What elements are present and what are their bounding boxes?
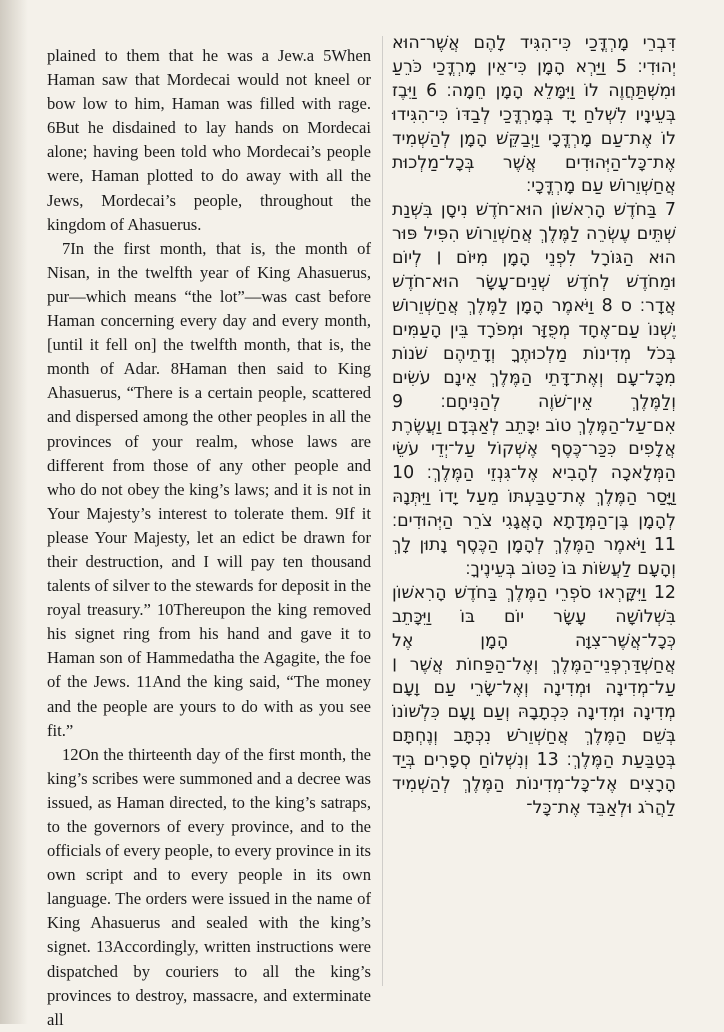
- english-paragraph: 7In the first month, that is, the month of Nisan, in the twelfth year of King Ahasuerus, pur—which means “the lot”—was cast before Haman concerning every day and every month, [until it fell on] the twelfth month, that is, the month of Adar. 8Haman then said to King Ahasuerus, “There is a certain people, scattered and dispersed among the other peoples in all the provinces of your realm, whose laws are different from those of any other people and who do not obey the king’s laws; and it is not in Your Majesty’s interest to tolerate them. 9If it please Your Majesty, let an edict be drawn for their destruction, and I will pay ten thousand talents of silver to the stewards for deposit in the royal treasury.” 10Thereupon the king removed his signet ring from his hand and gave it to Haman son of Hammedatha the Agagite, the foe of the Jews. 11And the king said, “The money and the people are yours to do with as you see fit.”: [47, 238, 371, 740]
- english-paragraph: 12On the thirteenth day of the first month, the king’s scribes were summoned and a decree was issued, as Haman directed, to the king’s satraps, to the governors of every province, and to the officials of every people, to every province in its own script and to every people in its own language. The orders were issued in the name of King Ahasuerus and sealed with the king’s signet. 13Accordingly, written instructions were dispatched by couriers to all the king’s provinces to destroy, massacre, and exterminate all: [47, 744, 371, 1029]
- english-paragraph: plained to them that he was a Jew.a 5When Haman saw that Mordecai would not kneel or bow low to him, Haman was filled with rage. 6But he disdained to lay hands on Mordecai alone; having been told who Mordecai’s people were, Haman plotted to do away with all the Jews, Mordecai’s people, throughout the kingdom of Ahasuerus.: [47, 46, 371, 234]
- hebrew-paragraph: דִּבְרֵי מָרְדֳּכַי כִּי־הִגִּיד לָהֶם אֲשֶׁר־הוּא יְהוּדִי׃ 5 וַיַּרְא הָמָן כִּי־אֵין מָרְדֳּכַי כֹּרֵעַ וּמִשְׁתַּחֲוֶה לוֹ וַיִּמָּלֵא הָמָן חֵמָה׃ 6 וַיִּבֶז בְּעֵינָיו לִשְׁלֹחַ יָד בְּמָרְדֳּכַי לְבַדּוֹ כִּי־הִגִּידוּ לוֹ אֶת־עַם מָרְדֳּכָי וַיְבַקֵּשׁ הָמָן לְהַשְׁמִיד אֶת־כָּל־הַיְּהוּדִים אֲשֶׁר בְּכָל־מַלְכוּת אֲחַשְׁוֵרוֹשׁ עַם מָרְדֳּכָי׃: [392, 33, 677, 197]
- hebrew-paragraph: 7 בַּחֹדֶשׁ הָרִאשׁוֹן הוּא־חֹדֶשׁ נִיסָן בִּשְׁנַת שְׁתֵּים עֶשְׂרֵה לַמֶּלֶךְ אֲחַשְׁוֵרוֹשׁ הִפִּיל פּוּר הוּא הַגּוֹרָל לִפְנֵי הָמָן מִיּוֹם ׀ לְיוֹם וּמֵחֹדֶשׁ לְחֹדֶשׁ שְׁנֵים־עָשָׂר הוּא־חֹדֶשׁ אֲדָר׃ ס 8 וַיֹּאמֶר הָמָן לַמֶּלֶךְ אֲחַשְׁוֵרוֹשׁ יֶשְׁנוֹ עַם־אֶחָד מְפֻזָּר וּמְפֹרָד בֵּין הָעַמִּים בְּכֹל מְדִינוֹת מַלְכוּתֶךָ וְדָתֵיהֶם שֹׁנוֹת מִכָּל־עָם וְאֶת־דָּתֵי הַמֶּלֶךְ אֵינָם עֹשִׂים וְלַמֶּלֶךְ אֵין־שֹׁוֶה לְהַנִּיחָם׃ 9 אִם־עַל־הַמֶּלֶךְ טוֹב יִכָּתֵב לְאַבְּדָם וַעֲשֶׂרֶת אֲלָפִים כִּכַּר־כֶּסֶף אֶשְׁקוֹל עַל־יְדֵי עֹשֵׂי הַמְּלָאכָה לְהָבִיא אֶל־גִּנְזֵי הַמֶּלֶךְ׃ 10 וַיָּסַר הַמֶּלֶךְ אֶת־טַבַּעְתּוֹ מֵעַל יָדוֹ וַיִּתְּנָהּ לְהָמָן בֶּן־הַמְּדָתָא הָאֲגָגִי צֹרֵר הַיְּהוּדִים׃ 11 וַיֹּאמֶר הַמֶּלֶךְ לְהָמָן הַכֶּסֶף נָתוּן לָךְ וְהָעָם לַעֲשׂוֹת בּוֹ כַּטּוֹב בְּעֵינֶיךָ׃: [392, 200, 676, 579]
- column-divider: [382, 36, 383, 986]
- english-text-column: [47, 44, 371, 1032]
- hebrew-text-column: [392, 32, 676, 821]
- page-spine-shadow: [0, 0, 28, 1024]
- hebrew-paragraph: 12 וַיִּקָּרְאוּ סֹפְרֵי הַמֶּלֶךְ בַּחֹדֶשׁ הָרִאשׁוֹן בִּשְׁלוֹשָׁה עָשָׂר יוֹם בּוֹ וַיִּכָּתֵב כְּכָל־אֲשֶׁר־צִוָּה הָמָן אֶל אֲחַשְׁדַּרְפְּנֵי־הַמֶּלֶךְ וְאֶל־הַפַּחוֹת אֲשֶׁר ׀ עַל־מְדִינָה וּמְדִינָה וְאֶל־שָׂרֵי עַם וָעָם מְדִינָה וּמְדִינָה כִּכְתָבָהּ וְעַם וָעָם כִּלְשׁוֹנוֹ בְּשֵׁם הַמֶּלֶךְ אֲחַשְׁוֵרֹשׁ נִכְתָּב וְנֶחְתָּם בְּטַבַּעַת הַמֶּלֶךְ׃ 13 וְנִשְׁלוֹחַ סְפָרִים בְּיַד הָרָצִים אֶל־כָּל־מְדִינוֹת הַמֶּלֶךְ לְהַשְׁמִיד לַהֲרֹג וּלְאַבֵּד אֶת־כָּל־: [392, 582, 676, 818]
